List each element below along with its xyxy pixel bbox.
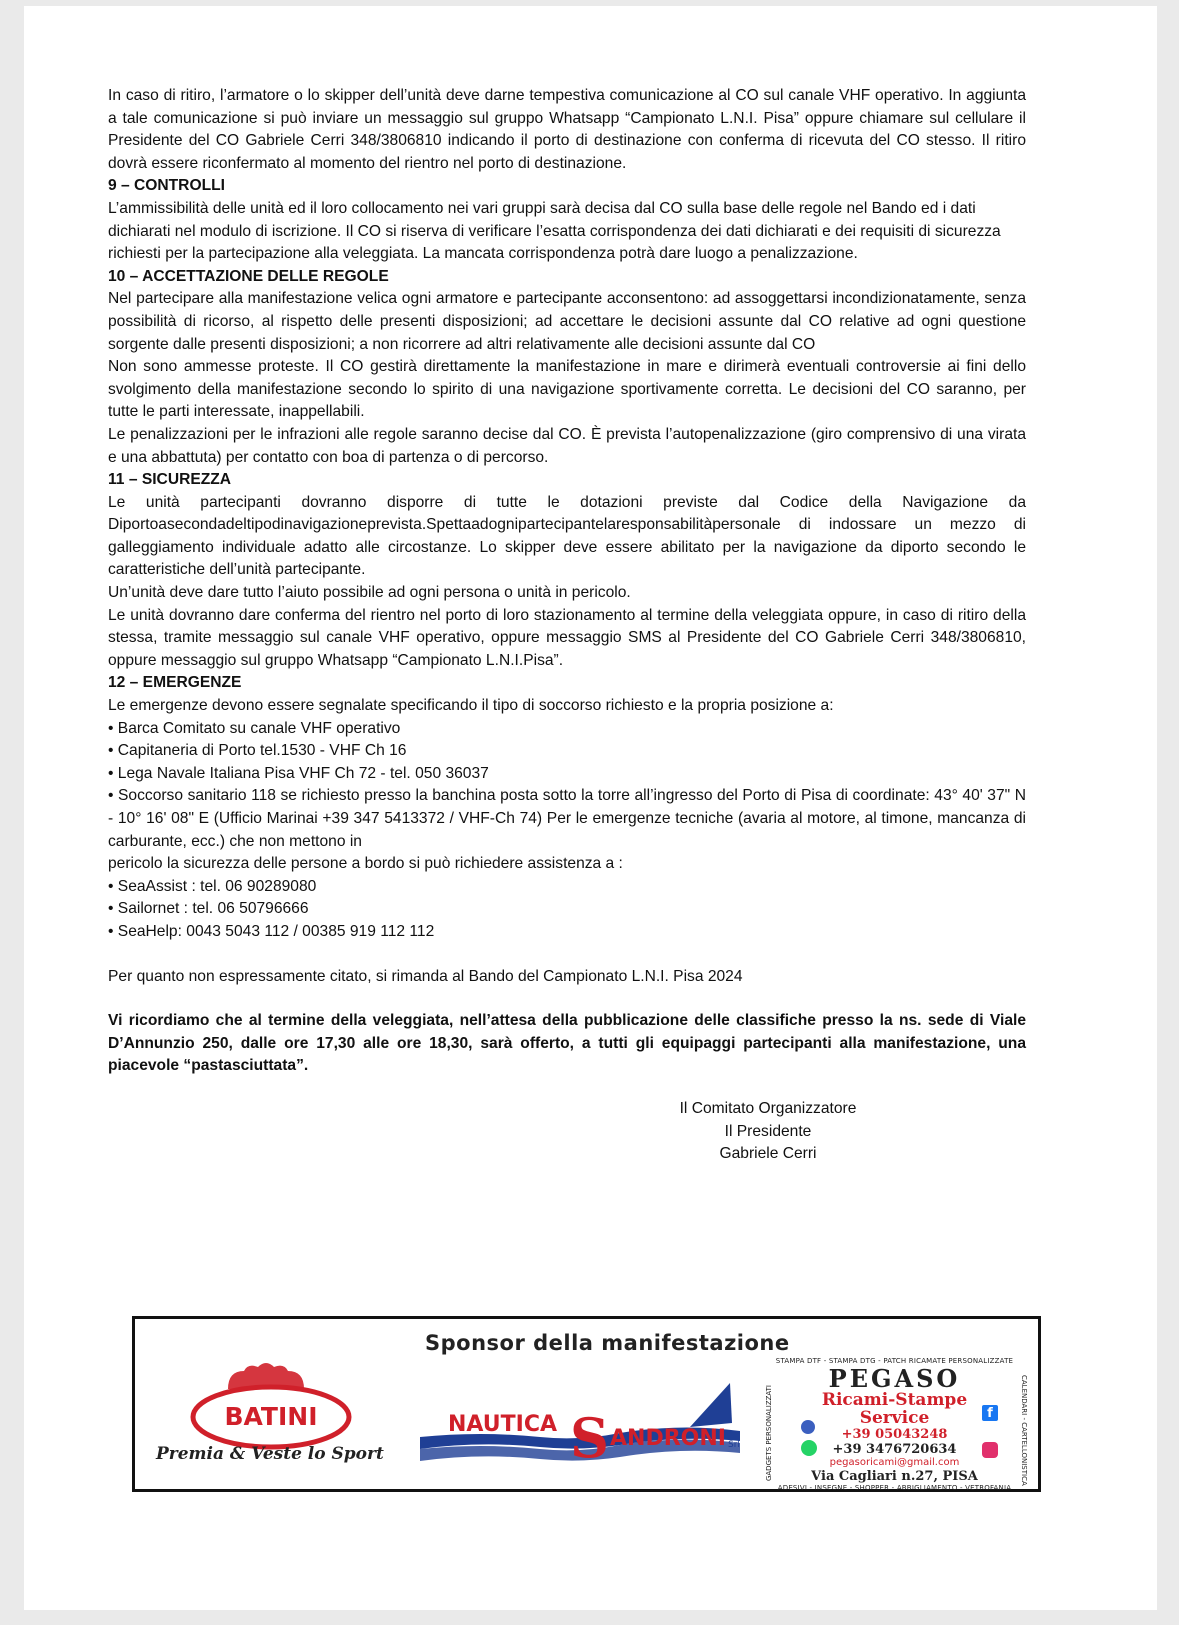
- sandroni-suffix: Srl: [728, 1440, 740, 1450]
- sponsor-title: Sponsor della manifestazione: [425, 1331, 790, 1355]
- emergenze-assistenza-line: pericolo la sicurezza delle persone a bordo si può richiedere assistenza a :: [108, 855, 623, 873]
- pastasciuttata-note: Vi ricordiamo che al termine della veleggiata, nell’attesa della pubblicazione delle classifiche presso la ns. sede di Viale D’Annunzio 250, dalle ore 17,30 alle ore 18,30, sarà offerto, a tutti gli equipaggi partecipanti alla manifestazione, una piacevole “pastasciuttata”.: [108, 1012, 1026, 1075]
- signature-role: Il Presidente: [724, 1122, 812, 1140]
- section-heading-controlli: 9 – CONTROLLI: [108, 177, 225, 195]
- whatsapp-icon: [801, 1440, 817, 1456]
- controlli-text: L’ammissibilità delle unità ed il loro collocamento nei vari gruppi sarà decisa dal CO sulla base delle regole nel Bando ed i dati dichiarati nel modulo di iscrizione. Il CO si riserva di verificare l’esatta corrispondenza dei dati dichiarati e dei requisiti di sicurezza richiesti per la partecipazione alla veleggiata. La mancata corrispondenza potrà dare luogo a penalizzazione.: [108, 199, 1001, 263]
- regole-p3: Le penalizzazioni per le infrazioni alle regole saranno decise dal CO. È prevista l’autopenalizzazione (giro comprensivo di una virata e una abbattuta) per contatto con boa di partenza o di percorso.: [108, 425, 1026, 466]
- emergenze-item-barca: • Barca Comitato su canale VHF operativo: [108, 719, 401, 737]
- signature-committee: Il Comitato Organizzatore: [679, 1099, 857, 1117]
- nautica-sandroni-logo: [420, 1379, 755, 1479]
- section-heading-sicurezza: 11 – SICUREZZA: [108, 471, 232, 489]
- ritiro-paragraph: In caso di ritiro, l’armatore o lo skipper dell’unità deve darne tempestiva comunicazione al CO sul canale VHF operativo. In aggiunta a tale comunicazione si può inviare un messaggio sul gruppo Whatsapp “Campionato L.N.I. Pisa” oppure chiamare sul cellulare il Presidente del CO Gabriele Cerri 348/3806810 indicando il porto di destinazione con conferma di ricevuta del CO stesso. Il ritiro dovrà essere riconfermato al momento del rientro nel porto di destinazione.: [108, 87, 1026, 172]
- pegaso-line2: Service: [859, 1408, 930, 1428]
- signature-block: [558, 1098, 978, 1166]
- pegaso-email: pegasoricami@gmail.com: [829, 1457, 960, 1468]
- section-heading-regole: 10 – ACCETTAZIONE DELLE REGOLE: [108, 267, 389, 285]
- emergenze-intro: Le emergenze devono essere segnalate specificando il tipo di soccorso richiesto e la propria posizione a:: [108, 697, 834, 715]
- sicurezza-p2: Un’unità deve dare tutto l’aiuto possibile ad ogni persona o unità in pericolo.: [108, 584, 631, 602]
- batini-name: BATINI: [224, 1402, 318, 1431]
- pegaso-name: PEGASO: [828, 1364, 961, 1393]
- nautica-word: NAUTICA: [448, 1412, 557, 1437]
- sandroni-s-letter: S: [570, 1406, 609, 1470]
- regole-p1: Nel partecipare alla manifestazione velica ogni armatore e partecipante acconsentono: ad assoggettarsi incondizionatamente, senza possibilità di ricorso, al rispetto delle presenti disposizioni; ad accettare le decisioni assunte dal CO relative ad ogni questione sorgente dalle presenti disposizioni; a non ricorrere ad altri relativamente alle decisioni assunte dal CO: [108, 290, 1026, 353]
- emergenze-item-capitaneria: • Capitaneria di Porto tel.1530 - VHF Ch 16: [108, 742, 407, 760]
- signature-name: Gabriele Cerri: [719, 1145, 817, 1163]
- section-heading-emergenze: 12 – EMERGENZE: [108, 674, 242, 692]
- emergenze-item-lega-navale: • Lega Navale Italiana Pisa VHF Ch 72 - tel. 050 36037: [108, 764, 489, 782]
- pegaso-bottom-line: ADESIVI - INSEGNE - SHOPPER - ABBIGLIAMENTO - VETROFANIA: [777, 1484, 1012, 1492]
- rimando-bando: Per quanto non espressamente citato, si rimanda al Bando del Campionato L.N.I. Pisa 2024: [108, 967, 743, 985]
- sicurezza-p1: Le unità partecipanti dovranno disporre di tutte le dotazioni previste dal Codice della Navigazione da Diportoasecondadeltipodinavigazioneprevista.Spettaadognipartecipantelaresponsabilitàpersonale di indossare un mezzo di galleggiamento individuale adatto alle circostanze. Lo skipper deve essere abilitato per la navigazione da diporto secondo le caratteristiche dell’unità partecipante.: [108, 493, 1026, 579]
- pegaso-line1: Ricami-Stampe: [821, 1390, 968, 1410]
- pegaso-side-left: GADGETS PERSONALIZZATI: [765, 1385, 773, 1482]
- batini-logo: [150, 1359, 390, 1479]
- sponsor-banner: [132, 1316, 1041, 1492]
- pegaso-phone-mobile: +39 3476720634: [832, 1442, 957, 1457]
- pegaso-top-line: STAMPA DTF - STAMPA DTG - PATCH RICAMATE PERSONALIZZATE: [775, 1357, 1014, 1365]
- globe-icon: [801, 1420, 815, 1434]
- pegaso-side-right: CALENDARI - CARTELLONISTICA: [1020, 1375, 1028, 1486]
- emergenze-item-sailornet: • Sailornet : tel. 06 50796666: [108, 900, 309, 918]
- pegaso-logo: [765, 1357, 1028, 1492]
- sandroni-word: ANDRONI: [610, 1426, 726, 1451]
- emergenze-item-seaassist: • SeaAssist : tel. 06 90289080: [108, 877, 317, 895]
- emergenze-item-soccorso: • Soccorso sanitario 118 se richiesto presso la banchina posta sotto la torre all’ingresso del Porto di Pisa di coordinate: 43° 40' 37" N - 10° 16' 08" E (Ufficio Marinai +39 347 5413372 / VHF-Ch 74) Per le emergenze tecniche (avaria al motore, al timone, mancanza di carburante, ecc.) che non mettono in: [108, 787, 1026, 850]
- regole-p2: Non sono ammesse proteste. Il CO gestirà direttamente la manifestazione in mare e dirimerà eventuali controversie ai fini dello svolgimento della manifestazione secondo lo spirito di una navigazione sportivamente corretta. Le decisioni del CO saranno, per tutte le parti interessate, inappellabili.: [108, 358, 1026, 421]
- document-content: [108, 85, 1026, 1166]
- instagram-icon: [982, 1442, 998, 1458]
- facebook-icon: f: [982, 1405, 998, 1421]
- emergenze-item-seahelp: • SeaHelp: 0043 5043 112 / 00385 919 112 112: [108, 922, 435, 940]
- pegaso-address: Via Cagliari n.27, PISA: [811, 1469, 978, 1484]
- pegaso-phone-landline: +39 05043248: [841, 1427, 948, 1442]
- batini-tagline: Premia & Veste lo Sport: [156, 1444, 384, 1464]
- sicurezza-p3: Le unità dovranno dare conferma del rientro nel porto di loro stazionamento al termine della veleggiata oppure, in caso di ritiro della stessa, tramite messaggio sul canale VHF operativo, oppure messaggio SMS al Presidente del CO Gabriele Cerri 348/3806810, oppure messaggio sul gruppo Whatsapp “Campionato L.N.I.Pisa”.: [108, 606, 1026, 669]
